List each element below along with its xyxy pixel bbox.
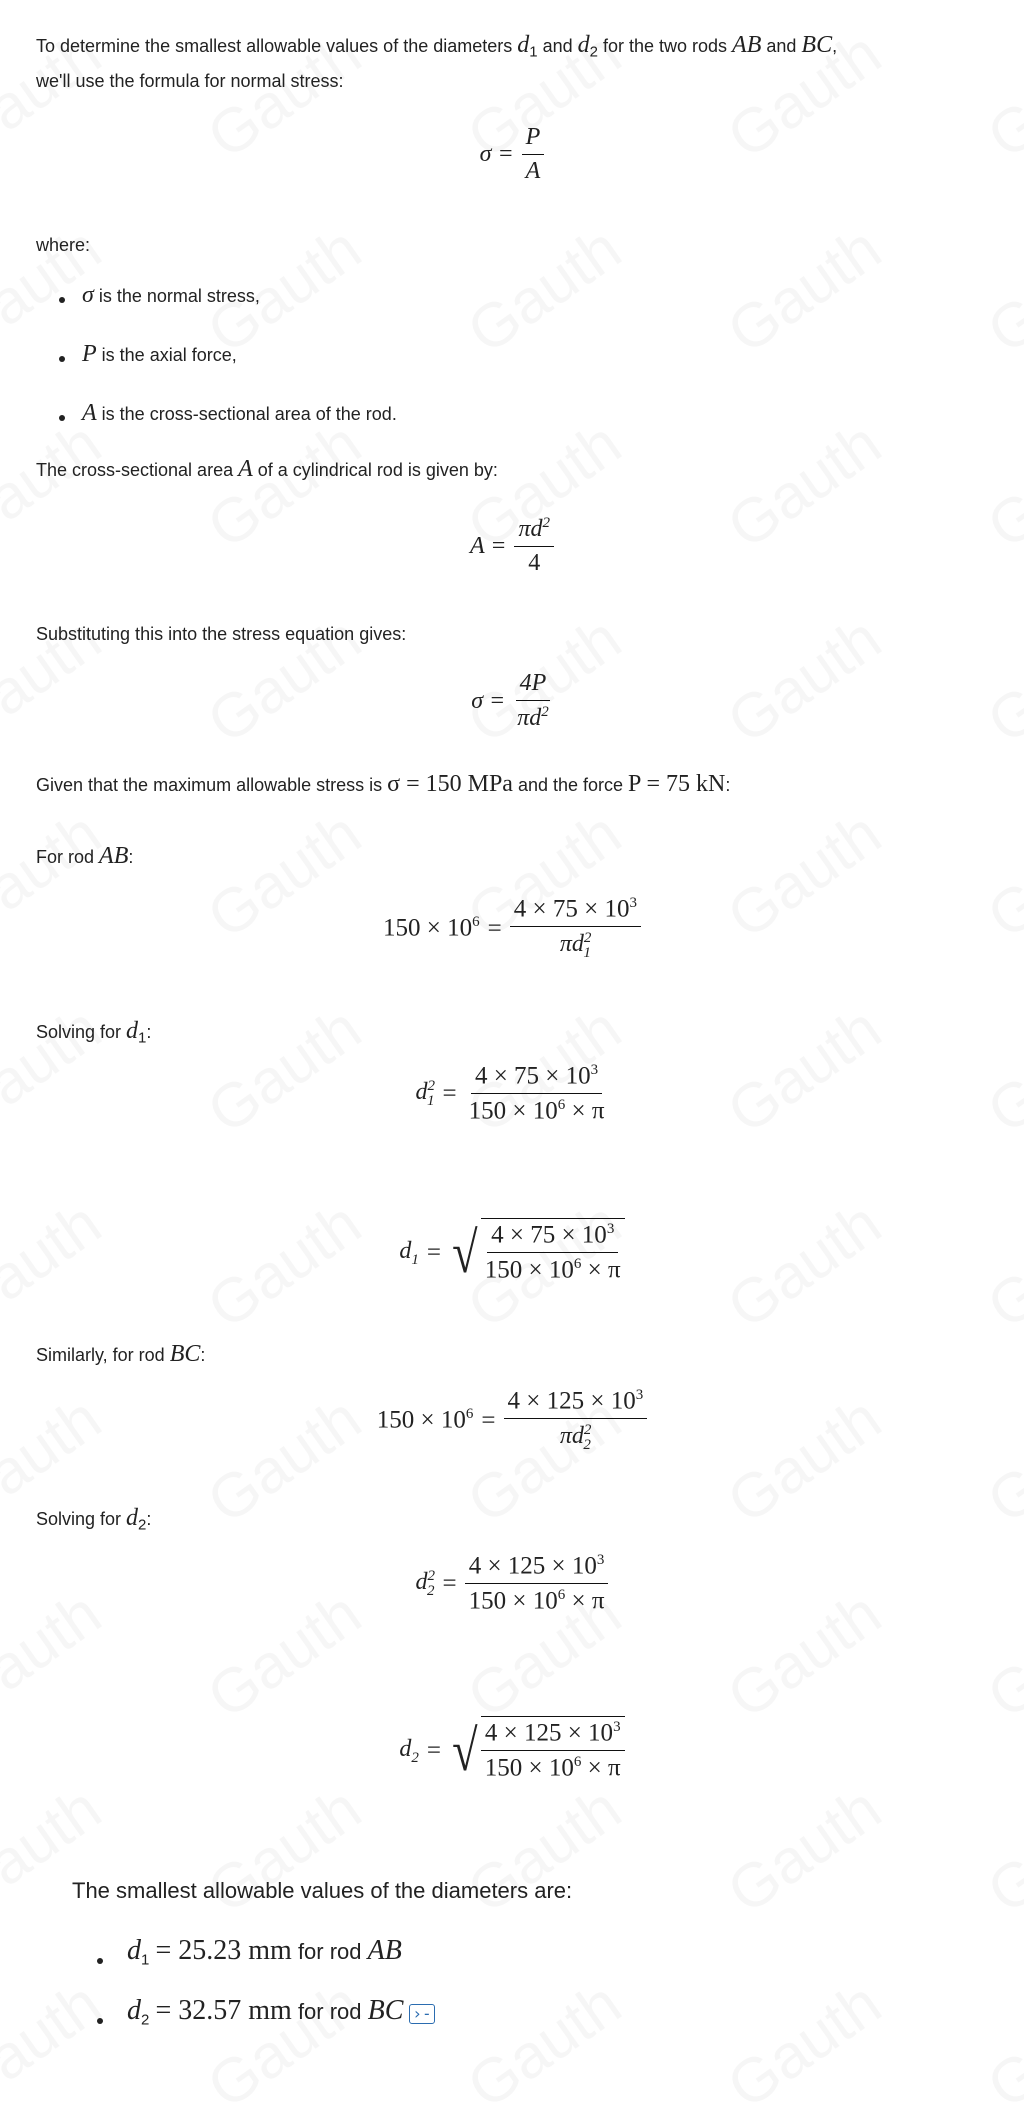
watermark [195,1773,374,1928]
watermark [455,1773,634,1928]
equation-area: A = $\frac{\pi d^2}{4}$ [0,515,1024,577]
area-intro: The cross-sectional area A of a cylindrical rod is given by: [36,456,498,482]
bullet [59,297,65,303]
equation-bc: $150 \times 10^6$ = $\frac{4 \times 125 \times 10^3}{\pi d^2_2}$ [0,1387,1024,1454]
equation-d1-squared: $d^2_1$ = $\frac{4 \times 75 \times 10^3}{150 \times 10^6 \times \pi}$ [415,1062,605,1125]
intro-line2: we'll use the formula for normal stress: [36,71,344,91]
equation-stress: σ = $\frac{P}{A}$ [0,124,1024,185]
result-d1: $d_1 = 25.23$ mm for rod AB [127,1935,402,1969]
watermark [975,1773,1024,1928]
rod-ab-label: For rod AB: [36,843,134,869]
watermark [715,1773,894,1928]
watermark [975,213,1024,368]
bullet [97,2018,103,2024]
equation-d1: $d_1$ = √ $\frac{4 \times 75 \times 10^3}{150 \times 10^6 \times \pi}$ [0,1218,1024,1288]
watermark [715,213,894,368]
solve-d2-label: Solving for $d_2$: [36,1505,152,1534]
watermark [455,1968,634,2123]
rod-bc-label: Similarly, for rod BC: [36,1341,206,1367]
bullet [59,415,65,421]
watermark [195,1968,374,2123]
solve-d1-label: Solving for $d_1$: [36,1018,152,1047]
watermark [0,1773,114,1928]
definition-sigma: σ is the normal stress, [82,282,260,308]
equation-substituted: σ = $\frac{4P}{\pi d^2}$ [471,670,549,731]
watermark [975,1968,1024,2123]
bullet [97,1958,103,1964]
where-label: where: [36,235,91,255]
intro-text: To determine the smallest allowable values of the diameters $d_1$ and $d_2$ for the two rods AB and BC, [36,32,838,61]
given-text: Given that the maximum allowable stress is σ = 150 MPa and the force P = 75 kN: [36,771,731,797]
substitution-text: Substituting this into the stress equation gives: [36,624,407,644]
result-d2: $d_2 = 32.57$ mm for rod BC ›- [127,1998,435,2033]
equation-d2-squared: $d^2_2$ = $\frac{4 \times 125 \times 10^3}{150 \times 10^6 \times \pi}$ [0,1552,1024,1616]
watermark [715,1968,894,2123]
equation-ab: $150 \times 10^6$ = $\frac{4 \times 75 \times 10^3}{\pi d^2_1}$ [0,895,1024,962]
result-heading: The smallest allowable values of the diameters are: [72,1878,573,1903]
watermark [455,213,634,368]
definition-p: P is the axial force, [82,341,237,367]
definition-a: A is the cross-sectional area of the rod. [82,400,397,426]
copy-code-icon[interactable]: ›- [409,2004,434,2024]
equation-d2: $d_2$ = √ $\frac{4 \times 125 \times 10^3}{150 \times 10^6 \times \pi}$ [0,1716,1024,1786]
watermark [0,1968,114,2123]
bullet [59,356,65,362]
